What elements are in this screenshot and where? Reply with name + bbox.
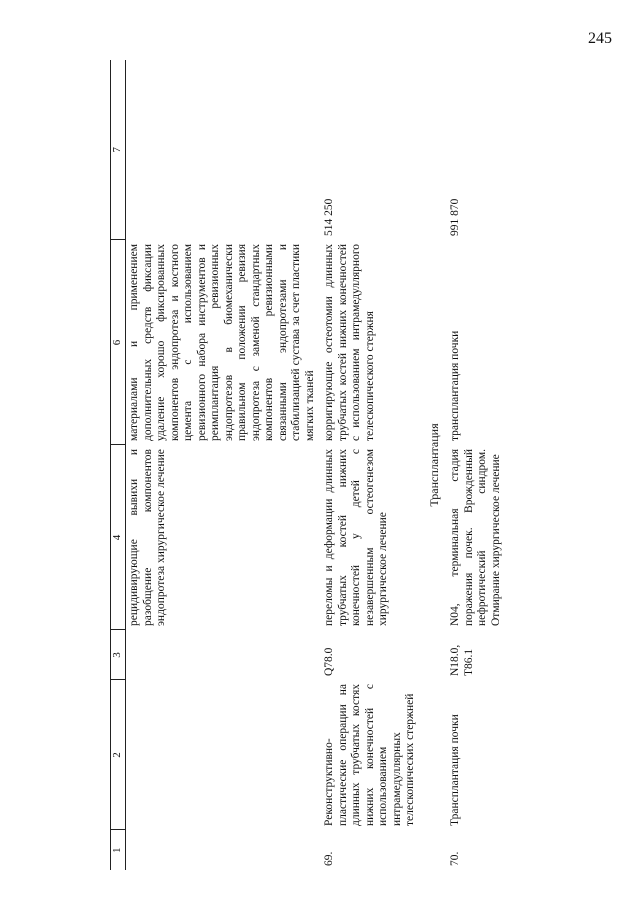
- row-method: корригирующие остеотомии длинных трубчатых костей нижних конечностей с использованием интрамедуллярного телескопического стержня: [323, 244, 376, 441]
- header-col-6: 6: [111, 240, 126, 445]
- continuation-row: [126, 60, 322, 870]
- row-treatment: хирургическое лечение: [377, 512, 389, 626]
- header-col-7: 7: [111, 60, 126, 240]
- table-row: [447, 60, 507, 870]
- row-model: переломы и деформации длинных трубчатых костей нижних конечностей у детей с незавершенным остеогенезом хирургическое лечение: [323, 449, 389, 626]
- row-code: Q78.0: [323, 647, 335, 676]
- table-row: [321, 60, 422, 870]
- header-col-2: 2: [111, 680, 126, 830]
- header-col-4: 4: [111, 445, 126, 630]
- rotated-table-stage: [110, 60, 530, 870]
- row-code: N18.0, T86.1: [449, 644, 475, 676]
- section-title: Трансплантация: [426, 423, 441, 507]
- row-number: 70.: [449, 851, 461, 866]
- header-col-1: 1: [111, 830, 126, 870]
- header-col-3: 3: [111, 630, 126, 680]
- row-treatment: хирургическое лечение: [489, 454, 502, 569]
- procedures-table: [110, 60, 507, 870]
- row-name: Трансплантация почки: [449, 714, 461, 826]
- page-number: 245: [588, 30, 612, 47]
- row-cost: 514 250: [323, 198, 335, 236]
- row-number: 69.: [323, 851, 335, 866]
- row-method: трансплантация почки: [449, 330, 461, 441]
- continuation-treatment: хирургическое лечение: [155, 449, 167, 563]
- continuation-method: материалами и применением дополнительных средств фиксации удаление хорошо фиксированных компонентов эндопротеза и костного цемента с использованием ревизионного набора инструментов и реимплантация ревизионных эндопротезов в биомеханически правильном положении ревизия эндопротеза с заменой стандартных компонентов ревизионными связанными эндопротезами и стабилизацией сустава за счет пластики мягких тканей: [128, 244, 316, 441]
- header-row: [111, 60, 126, 870]
- section-row: [422, 60, 448, 870]
- row-name: Реконструктивно-пластические операции на длинных трубчатых костях нижних конечностей с использованием интрамедуллярных телескопических стержней: [323, 684, 416, 826]
- continuation-model: рецидивирующие вывихи и разобщение компонентов эндопротеза хирургическое лечение: [128, 449, 167, 626]
- row-cost: 991 870: [449, 198, 461, 236]
- row-model: N04, терминальная стадия поражения почек. Врожденный нефротический синдром. Отмирание хирургическое лечение: [449, 449, 502, 626]
